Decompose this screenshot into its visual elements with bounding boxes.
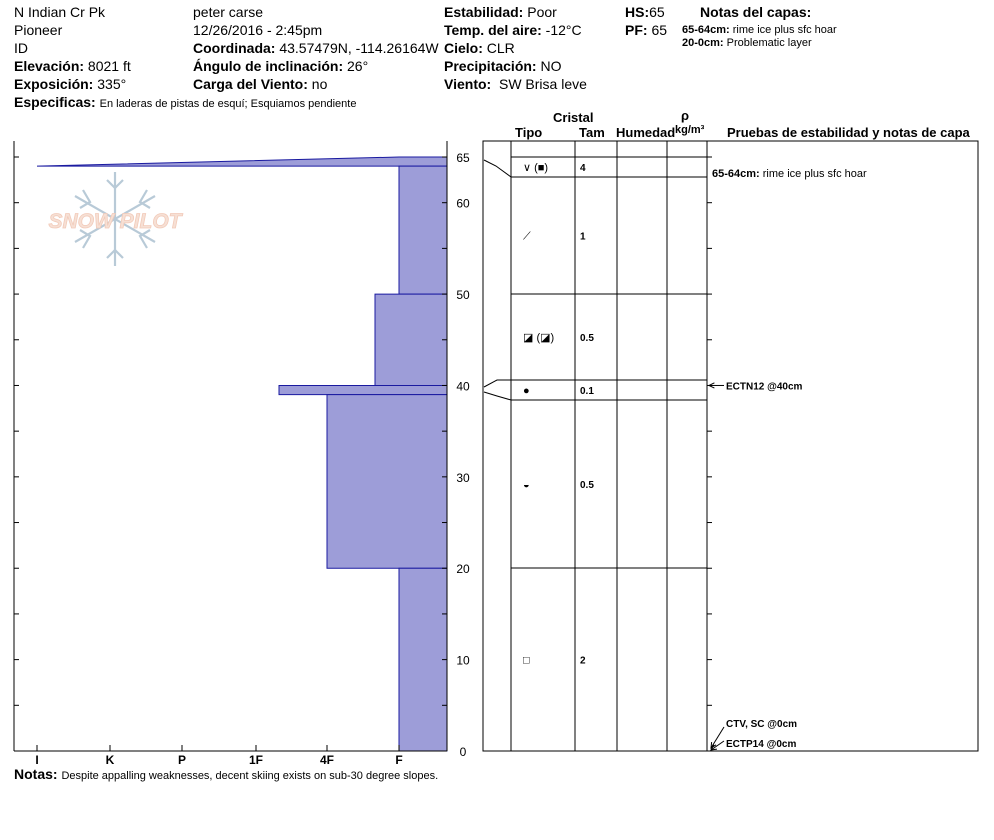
density-unit-header: kg/m³ (675, 124, 705, 136)
stability-label: Estabilidad: (444, 4, 524, 20)
layer-note-1-range: 65-64cm: (682, 24, 730, 36)
cristal-header: Cristal (553, 110, 594, 125)
rho-header: ρ (681, 108, 690, 123)
grain-form-symbol: ⟋ (523, 230, 531, 243)
wind-label: Viento: (444, 76, 492, 92)
observer: peter carse (193, 4, 264, 20)
id-label: ID (14, 40, 28, 56)
precip-value: NO (540, 58, 562, 74)
tam-header: Tam (579, 125, 605, 140)
test-annotation: ECTP14 @0cm (726, 739, 797, 750)
coord-value: 43.57479N, -114.26164W (279, 40, 439, 56)
grain-form-symbol: ◒ (523, 479, 530, 491)
wind-value: SW Brisa leve (498, 76, 587, 92)
stability-value: Poor (527, 4, 557, 20)
grain-size-label: 0.1 (580, 386, 594, 397)
layer-connector (484, 380, 511, 387)
test-annotation: ECTN12 @40cm (726, 381, 803, 393)
wind-load-value: no (311, 76, 328, 92)
grain-size-label: 0.5 (580, 333, 594, 344)
hardness-tick-label: I (35, 753, 39, 767)
notes-label: Notas: (14, 766, 58, 782)
hardness-layer (375, 294, 447, 385)
hardness-layer (327, 395, 447, 569)
grain-size-label: 4 (580, 163, 586, 174)
depth-tick-label: 50 (456, 288, 470, 303)
location: N Indian Cr Pk (14, 4, 106, 20)
depth-tick-label: 60 (456, 196, 470, 211)
specifics-label: Especificas: (14, 94, 96, 110)
grain-form-symbol: ● (523, 385, 530, 397)
layer-note-2-range: 20-0cm: (682, 37, 724, 49)
tests-header: Pruebas de estabilidad y notas de capa (727, 125, 970, 140)
air-temp-label: Temp. del aire: (444, 22, 542, 38)
grain-size-label: 2 (580, 655, 586, 667)
test-annotation: CTV, SC @0cm (726, 719, 798, 730)
range: Pioneer (14, 22, 63, 38)
depth-tick-label: 65 (456, 151, 470, 165)
hardness-tick-label: P (177, 753, 187, 767)
hardness-layer (37, 157, 447, 166)
snowpilot-logo (49, 172, 184, 266)
grain-table-frame (483, 141, 978, 751)
notes (14, 767, 438, 782)
layer-note-2-text: Problematic layer (726, 37, 812, 49)
specifics-value: En laderas de pistas de esquí; Esquiamos pendiente (99, 98, 357, 110)
incline-value: 26° (347, 58, 369, 74)
sky-label: Cielo: (444, 40, 483, 56)
grain-form-symbol: ∨ (■) (523, 162, 549, 174)
hardness-layer (399, 166, 447, 294)
depth-tick-label: 0 (459, 745, 467, 759)
hardness-tick-label: 1F (248, 753, 264, 767)
pf-label: PF: (625, 22, 648, 38)
depth-tick-label: 40 (456, 379, 470, 394)
incline-label: Ángulo de inclinación: (193, 58, 344, 74)
air-temp-value: -12°C (545, 22, 582, 38)
layer-annotation: 65-64cm: rime ice plus sfc hoar (712, 168, 867, 180)
grain-size-label: 0.5 (580, 480, 594, 491)
hardness-tick-label: K (105, 753, 115, 767)
grain-form-symbol: □ (523, 654, 530, 667)
layer-note-1-text: rime ice plus sfc hoar (732, 24, 837, 36)
hardness-tick-label: F (395, 753, 403, 767)
hardness-layer (279, 385, 447, 394)
hs-value: 65 (649, 4, 665, 20)
hardness-layer (399, 568, 447, 751)
humedad-header: Humedad (616, 125, 676, 140)
grain-form-symbol: ◪ (◪) (523, 332, 555, 344)
depth-tick-label: 10 (456, 653, 470, 668)
depth-tick-label: 20 (456, 562, 470, 577)
sky-value: CLR (486, 40, 515, 56)
coord-label: Coordinada: (193, 40, 276, 56)
notes-text: Despite appalling weaknesses, decent skiing exists on sub-30 degree slopes. (61, 770, 439, 782)
precip-label: Precipitación: (444, 58, 537, 74)
pf-value: 65 (651, 22, 668, 38)
datetime: 12/26/2016 - 2:45pm (193, 22, 323, 38)
elevation-label: Elevación: (14, 58, 85, 74)
aspect-value: 335° (97, 76, 127, 92)
hardness-tick-label: 4F (319, 753, 335, 767)
aspect-label: Exposición: (14, 76, 94, 92)
layer-notes-title: Notas del capas: (700, 4, 812, 20)
layer-connector (484, 392, 511, 400)
wind-load-label: Carga del Viento: (193, 76, 308, 92)
elevation-value: 8021 ft (87, 58, 131, 74)
logo-text: SNOW PILOT (48, 210, 182, 233)
depth-tick-label: 30 (456, 470, 470, 485)
tipo-header: Tipo (515, 125, 543, 140)
test-arrow (711, 727, 724, 748)
grain-size-label: 1 (580, 231, 586, 243)
hs-label: HS: (625, 4, 650, 20)
layer-connector (484, 160, 511, 177)
